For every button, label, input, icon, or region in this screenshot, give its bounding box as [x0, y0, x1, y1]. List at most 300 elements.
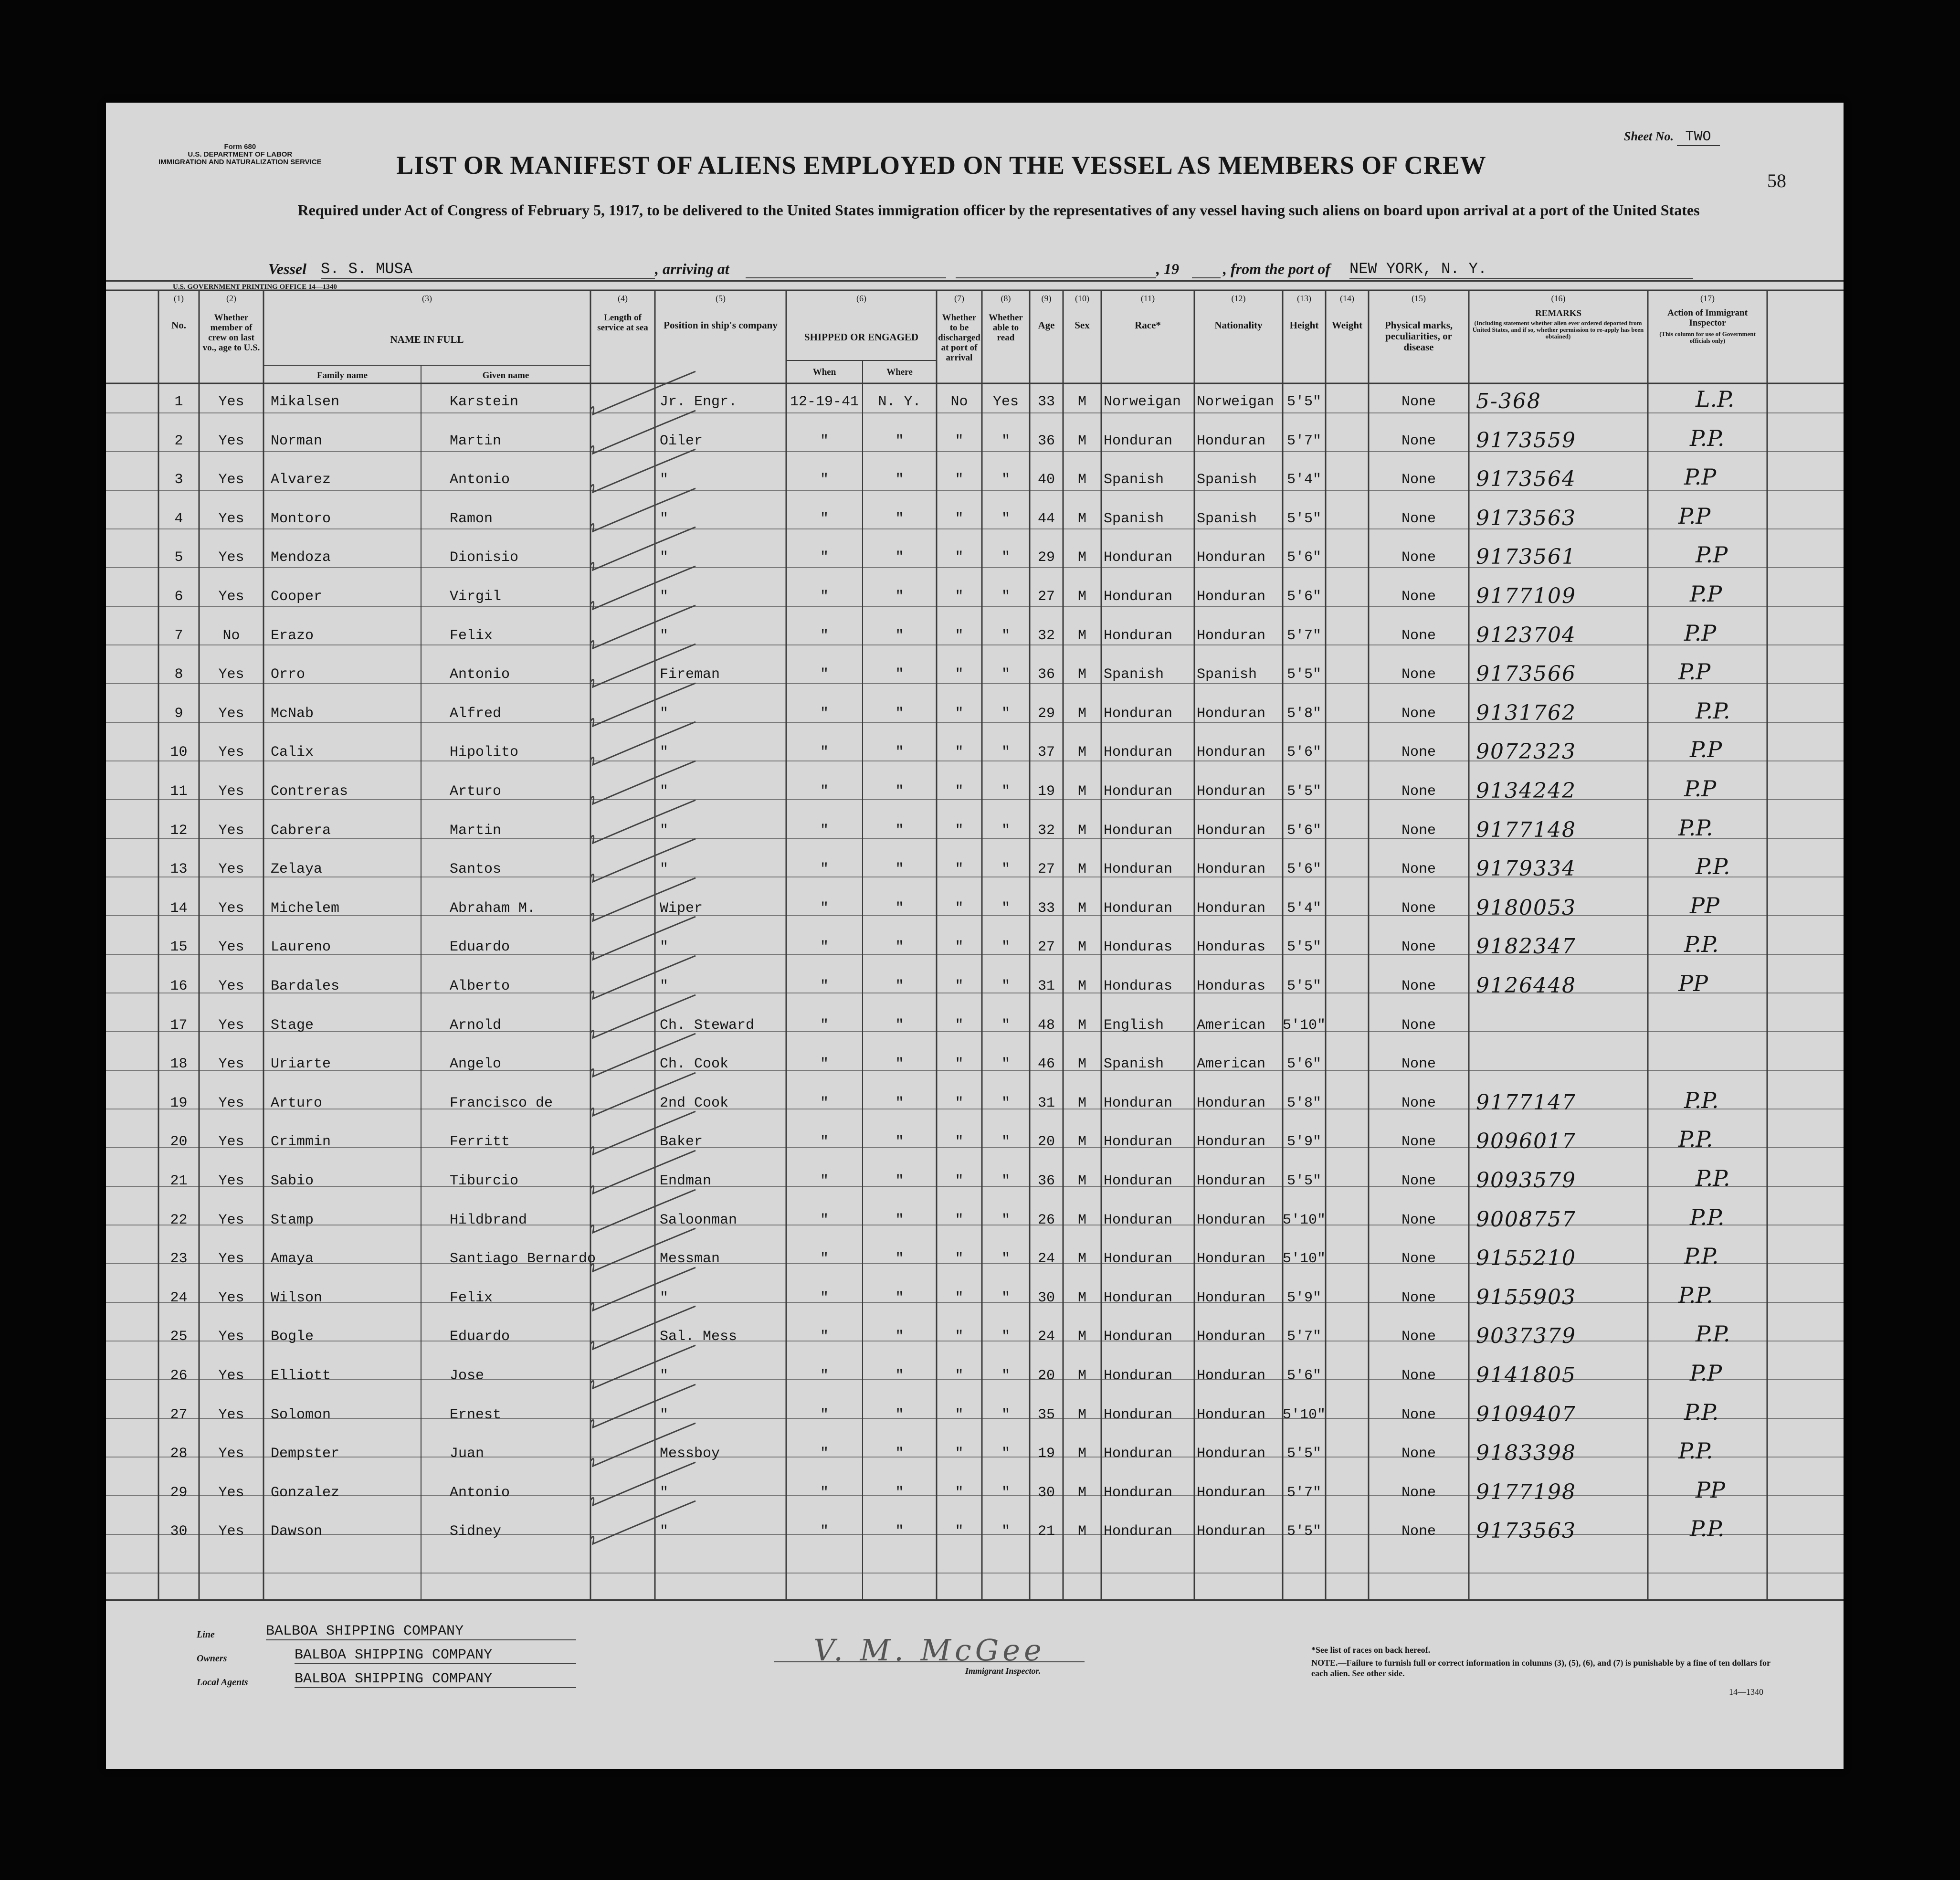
shipped-where: " [895, 1484, 904, 1501]
inspector-label: Immigrant Inspector. [965, 1666, 1041, 1676]
position: Wiper [660, 900, 703, 917]
owners-value: BALBOA SHIPPING COMPANY [295, 1647, 576, 1664]
nationality: Honduran [1197, 1173, 1266, 1189]
height: 5'5" [1286, 978, 1321, 994]
row-number: 25 [170, 1329, 188, 1345]
physical-marks: None [1401, 666, 1436, 683]
row-number: 21 [170, 1173, 188, 1189]
form-number: Form 680 [224, 143, 256, 151]
able-to-read: " [1001, 666, 1010, 683]
given-name: Martin [450, 433, 502, 449]
from-port-value: NEW YORK, N. Y. [1349, 260, 1693, 279]
shipped-when: " [820, 1406, 829, 1423]
nationality: Honduran [1197, 1523, 1266, 1540]
shipped-where: " [895, 1329, 904, 1345]
shipped-when: " [820, 589, 829, 605]
discharged: " [955, 1289, 964, 1306]
sex: M [1077, 1173, 1086, 1189]
crew-member-last-voyage: Yes [218, 1134, 244, 1151]
row-number: 13 [170, 861, 188, 878]
age: 31 [1037, 978, 1055, 994]
family-name: Orro [271, 666, 306, 683]
inspector-action: P.P. [1690, 1204, 1725, 1230]
table-row [106, 773, 1844, 812]
column-header-given-name: Given name [482, 370, 529, 380]
remarks-handwritten: 9173561 [1476, 545, 1576, 570]
column-number: (3) [422, 294, 432, 303]
column-header-name-in-full: NAME IN FULL [390, 334, 464, 345]
table-row [106, 539, 1844, 578]
column-number: (8) [1001, 294, 1011, 303]
table-row [106, 1123, 1844, 1162]
shipped-where: " [895, 1212, 904, 1228]
position: " [660, 627, 669, 644]
remarks-handwritten: 9182347 [1476, 934, 1576, 959]
sheet-number-value: TWO [1677, 129, 1720, 146]
able-to-read: " [1001, 1056, 1010, 1073]
remarks-handwritten: 9173566 [1476, 662, 1576, 687]
able-to-read: " [1001, 978, 1010, 994]
row-number: 17 [170, 1017, 188, 1034]
sex: M [1077, 822, 1086, 839]
nationality: Honduran [1197, 1134, 1266, 1151]
row-number: 1 [174, 394, 183, 410]
age: 44 [1037, 510, 1055, 527]
crew-member-last-voyage: Yes [218, 394, 244, 410]
discharged: " [955, 705, 964, 722]
shipped-where: " [895, 1523, 904, 1540]
shipped-where: " [895, 1095, 904, 1111]
table-row [106, 929, 1844, 967]
nationality: Honduran [1197, 822, 1266, 839]
age: 30 [1037, 1289, 1055, 1306]
service-name: IMMIGRATION AND NATURALIZATION SERVICE [158, 158, 322, 166]
shipped-when: " [820, 510, 829, 527]
shipped-when: " [820, 1017, 829, 1034]
shipped-where: " [895, 1406, 904, 1423]
height: 5'6" [1286, 549, 1321, 566]
height: 5'5" [1286, 394, 1321, 410]
shipped-where: " [895, 705, 904, 722]
remarks-handwritten: 9126448 [1476, 973, 1576, 998]
inspector-action: P.P. [1696, 697, 1730, 724]
row-number: 23 [170, 1251, 188, 1267]
sex: M [1077, 1484, 1086, 1501]
row-number: 19 [170, 1095, 188, 1111]
column-header-race: Race* [1135, 319, 1161, 331]
position: " [660, 1523, 669, 1540]
able-to-read: " [1001, 900, 1010, 917]
physical-marks: None [1401, 1017, 1436, 1034]
height: 5'4" [1286, 472, 1321, 488]
year-label: , 19 [1156, 260, 1179, 277]
sheet-number [1624, 129, 1720, 145]
column-number: (7) [954, 294, 964, 303]
physical-marks: None [1401, 1368, 1436, 1384]
inspector-action: P.P. [1684, 931, 1719, 958]
given-name: Santiago Bernardo [450, 1251, 596, 1267]
given-name: Ramon [450, 510, 493, 527]
age: 29 [1037, 705, 1055, 722]
column-number: (11) [1140, 294, 1155, 303]
race: Honduran [1104, 705, 1173, 722]
nationality: Honduran [1197, 783, 1266, 800]
nationality: Honduran [1197, 1368, 1266, 1384]
position: " [660, 472, 669, 488]
shipped-where: " [895, 589, 904, 605]
race: Honduras [1104, 978, 1173, 994]
family-name: Solomon [271, 1406, 331, 1423]
column-number: (5) [716, 294, 726, 303]
shipped-where: " [895, 1056, 904, 1073]
family-name: Montoro [271, 510, 331, 527]
shipped-when: " [820, 666, 829, 683]
family-name: Contreras [271, 783, 348, 800]
sex: M [1077, 1523, 1086, 1540]
shipped-where: " [895, 1368, 904, 1384]
sex: M [1077, 589, 1086, 605]
family-name: Michelem [271, 900, 340, 917]
sex: M [1077, 744, 1086, 761]
remarks-handwritten: 9173559 [1476, 428, 1576, 453]
physical-marks: None [1401, 433, 1436, 449]
height: 5'8" [1286, 1095, 1321, 1111]
given-name: Arnold [450, 1017, 502, 1034]
age: 20 [1037, 1368, 1055, 1384]
shipped-when: " [820, 861, 829, 878]
check-mark-icon [586, 1494, 710, 1551]
height: 5'6" [1286, 822, 1321, 839]
position: 2nd Cook [660, 1095, 729, 1111]
position: " [660, 510, 669, 527]
column-number: (6) [856, 294, 866, 303]
height: 5'7" [1286, 1329, 1321, 1345]
age: 33 [1037, 394, 1055, 410]
shipped-where: " [895, 1017, 904, 1034]
position: " [660, 705, 669, 722]
age: 27 [1037, 939, 1055, 956]
family-name: Gonzalez [271, 1484, 340, 1501]
able-to-read: " [1001, 939, 1010, 956]
family-name: Dawson [271, 1523, 323, 1540]
height: 5'6" [1286, 589, 1321, 605]
sex: M [1077, 1251, 1086, 1267]
race: Honduran [1104, 822, 1173, 839]
given-name: Dionisio [450, 549, 519, 566]
given-name: Tiburcio [450, 1173, 519, 1189]
row-number: 28 [170, 1446, 188, 1462]
given-name: Santos [450, 861, 502, 878]
able-to-read: " [1001, 1095, 1010, 1111]
able-to-read: " [1001, 744, 1010, 761]
discharged: " [955, 1212, 964, 1228]
able-to-read: " [1001, 627, 1010, 644]
crew-member-last-voyage: Yes [218, 900, 244, 917]
vessel-label: Vessel [268, 260, 306, 277]
discharged: " [955, 589, 964, 605]
discharged: " [955, 1017, 964, 1034]
shipped-when: " [820, 1329, 829, 1345]
row-number: 2 [174, 433, 183, 449]
family-name: Norman [271, 433, 323, 449]
sex: M [1077, 433, 1086, 449]
column-header-age: Age [1038, 319, 1055, 331]
height: 5'7" [1286, 627, 1321, 644]
height: 5'5" [1286, 666, 1321, 683]
remarks-handwritten: 9155210 [1476, 1246, 1576, 1271]
position: " [660, 589, 669, 605]
discharged: " [955, 939, 964, 956]
table-row [106, 422, 1844, 461]
inspector-action: P.P [1678, 503, 1711, 529]
table-row [106, 461, 1844, 500]
nationality: American [1197, 1017, 1266, 1034]
discharged: " [955, 627, 964, 644]
physical-marks: None [1401, 783, 1436, 800]
position: Saloonman [660, 1212, 738, 1228]
able-to-read: " [1001, 1523, 1010, 1540]
nationality: Spanish [1197, 472, 1257, 488]
given-name: Virgil [450, 589, 502, 605]
shipped-where: " [895, 1251, 904, 1267]
row-number: 9 [174, 705, 183, 722]
row-number: 30 [170, 1523, 188, 1540]
remarks-handwritten: 9179334 [1476, 856, 1576, 881]
shipped-when: " [820, 433, 829, 449]
race: Spanish [1104, 1056, 1164, 1073]
height: 5'5" [1286, 939, 1321, 956]
table-row [106, 1435, 1844, 1474]
discharged: " [955, 666, 964, 683]
row-number: 24 [170, 1289, 188, 1306]
nationality: Honduran [1197, 1406, 1266, 1423]
given-name: Hildbrand [450, 1212, 527, 1228]
remarks-handwritten: 9131762 [1476, 700, 1576, 725]
given-name: Sidney [450, 1523, 502, 1540]
column-number: (14) [1340, 294, 1354, 303]
table-row [106, 1007, 1844, 1046]
discharged: " [955, 1173, 964, 1189]
shipped-when: " [820, 1251, 829, 1267]
nationality: Honduran [1197, 861, 1266, 878]
column-number: (10) [1075, 294, 1089, 303]
row-number: 11 [170, 783, 188, 800]
crew-member-last-voyage: Yes [218, 1017, 244, 1034]
shipped-when: " [820, 1173, 829, 1189]
discharged: " [955, 1095, 964, 1111]
position: " [660, 939, 669, 956]
nationality: Honduran [1197, 589, 1266, 605]
sex: M [1077, 705, 1086, 722]
able-to-read: " [1001, 549, 1010, 566]
crew-member-last-voyage: Yes [218, 705, 244, 722]
remarks-handwritten: 9093579 [1476, 1168, 1576, 1193]
family-name: Arturo [271, 1095, 323, 1111]
age: 27 [1037, 589, 1055, 605]
shipped-when: " [820, 900, 829, 917]
race: Spanish [1104, 510, 1164, 527]
physical-marks: None [1401, 1289, 1436, 1306]
row-number: 7 [174, 627, 183, 644]
table-row [106, 734, 1844, 772]
crew-member-last-voyage: Yes [218, 472, 244, 488]
sex: M [1077, 1212, 1086, 1228]
vessel-line [268, 260, 1748, 284]
family-name: Zelaya [271, 861, 323, 878]
physical-marks: None [1401, 939, 1436, 956]
crew-member-last-voyage: Yes [218, 549, 244, 566]
inspector-action: PP [1696, 1477, 1725, 1503]
crew-member-last-voyage: Yes [218, 1173, 244, 1189]
nationality: Honduran [1197, 705, 1266, 722]
shipped-where: " [895, 666, 904, 683]
sex: M [1077, 1017, 1086, 1034]
position: " [660, 822, 669, 839]
column-header-nat: Nationality [1214, 319, 1263, 331]
race: Honduran [1104, 1446, 1173, 1462]
race: Honduran [1104, 1484, 1173, 1501]
nationality: Honduran [1197, 1329, 1266, 1345]
race: Honduran [1104, 783, 1173, 800]
row-number: 22 [170, 1212, 188, 1228]
age: 29 [1037, 549, 1055, 566]
family-name: Laureno [271, 939, 331, 956]
physical-marks: None [1401, 900, 1436, 917]
height: 5'6" [1286, 744, 1321, 761]
family-name: Alvarez [271, 472, 331, 488]
crew-member-last-voyage: Yes [218, 433, 244, 449]
height: 5'10" [1283, 1017, 1326, 1034]
sex: M [1077, 978, 1086, 994]
shipped-when: " [820, 783, 829, 800]
inspector-action: P.P. [1678, 1126, 1713, 1152]
row-number: 3 [174, 472, 183, 488]
family-name: Uriarte [271, 1056, 331, 1073]
race: Honduran [1104, 744, 1173, 761]
column-header-sex: Sex [1075, 319, 1090, 331]
nationality: Honduran [1197, 1289, 1266, 1306]
given-name: Abraham M. [450, 900, 536, 917]
age: 24 [1037, 1251, 1055, 1267]
table-row [106, 656, 1844, 695]
shipped-where: " [895, 472, 904, 488]
position: Jr. Engr. [660, 394, 738, 410]
inspector-action: P.P. [1684, 1087, 1719, 1113]
family-name: Cabrera [271, 822, 331, 839]
given-name: Francisco de [450, 1095, 553, 1111]
race: Honduras [1104, 939, 1173, 956]
crew-member-last-voyage: Yes [218, 1406, 244, 1423]
race: Honduran [1104, 1523, 1173, 1540]
height: 5'7" [1286, 433, 1321, 449]
physical-marks: None [1401, 510, 1436, 527]
discharged: " [955, 1368, 964, 1384]
physical-marks: None [1401, 549, 1436, 566]
discharged: " [955, 1251, 964, 1267]
race: English [1104, 1017, 1164, 1034]
height: 5'9" [1286, 1134, 1321, 1151]
column-number: (13) [1297, 294, 1311, 303]
table-row [106, 1357, 1844, 1396]
race: Honduran [1104, 1289, 1173, 1306]
inspector-action: P.P [1684, 776, 1717, 802]
physical-marks: None [1401, 1523, 1436, 1540]
table-row [106, 578, 1844, 617]
discharged: " [955, 978, 964, 994]
column-number: (4) [618, 294, 628, 303]
shipped-where: " [895, 822, 904, 839]
crew-member-last-voyage: Yes [218, 822, 244, 839]
shipped-when: " [820, 822, 829, 839]
row-number: 10 [170, 744, 188, 761]
shipped-where: " [895, 549, 904, 566]
sex: M [1077, 1446, 1086, 1462]
page-title: LIST OR MANIFEST OF ALIENS EMPLOYED ON THE VESSEL AS MEMBERS OF CREW [396, 151, 1486, 180]
table-row [106, 968, 1844, 1006]
row-number: 20 [170, 1134, 188, 1151]
height: 5'10" [1283, 1406, 1326, 1423]
remarks-handwritten: 9123704 [1476, 623, 1576, 647]
position: Oiler [660, 433, 703, 449]
position: " [660, 1289, 669, 1306]
sex: M [1077, 939, 1086, 956]
shipped-where: " [895, 1446, 904, 1462]
family-name: Mikalsen [271, 394, 340, 410]
column-number: (16) [1551, 294, 1566, 303]
sex: M [1077, 1095, 1086, 1111]
inspector-action: P.P. [1684, 1399, 1719, 1425]
discharged: " [955, 1484, 964, 1501]
physical-marks: None [1401, 822, 1436, 839]
row-number: 4 [174, 510, 183, 527]
nationality: American [1197, 1056, 1266, 1073]
crew-member-last-voyage: Yes [218, 1446, 244, 1462]
physical-marks: None [1401, 1095, 1436, 1111]
shipped-when: " [820, 1484, 829, 1501]
sex: M [1077, 861, 1086, 878]
age: 19 [1037, 1446, 1055, 1462]
row-number: 16 [170, 978, 188, 994]
column-header-no: No. [171, 319, 186, 331]
remarks-handwritten: 9141805 [1476, 1363, 1576, 1387]
height: 5'10" [1283, 1251, 1326, 1267]
shipped-where: " [895, 1134, 904, 1151]
position: " [660, 1406, 669, 1423]
height: 5'5" [1286, 1446, 1321, 1462]
row-number: 6 [174, 589, 183, 605]
page-subtitle: Required under Act of Congress of February 5, 1917, to be delivered to the United States immigration officer by the representatives of any vessel having such aliens on board upon arrival at a port of the United States [297, 201, 1700, 219]
crew-member-last-voyage: Yes [218, 1056, 244, 1073]
able-to-read: " [1001, 822, 1010, 839]
given-name: Karstein [450, 394, 519, 410]
table-row [106, 1085, 1844, 1123]
given-name: Alberto [450, 978, 510, 994]
row-number: 14 [170, 900, 188, 917]
race: Honduran [1104, 900, 1173, 917]
remarks-handwritten: 9183398 [1476, 1441, 1576, 1466]
age: 30 [1037, 1484, 1055, 1501]
family-name: Cooper [271, 589, 323, 605]
row-number: 26 [170, 1368, 188, 1384]
shipped-when: " [820, 1134, 829, 1151]
table-row [106, 1240, 1844, 1279]
physical-marks: None [1401, 589, 1436, 605]
table-row [106, 1046, 1844, 1084]
age: 35 [1037, 1406, 1055, 1423]
row-number: 12 [170, 822, 188, 839]
age: 36 [1037, 666, 1055, 683]
remarks-handwritten: 9180053 [1476, 895, 1576, 920]
